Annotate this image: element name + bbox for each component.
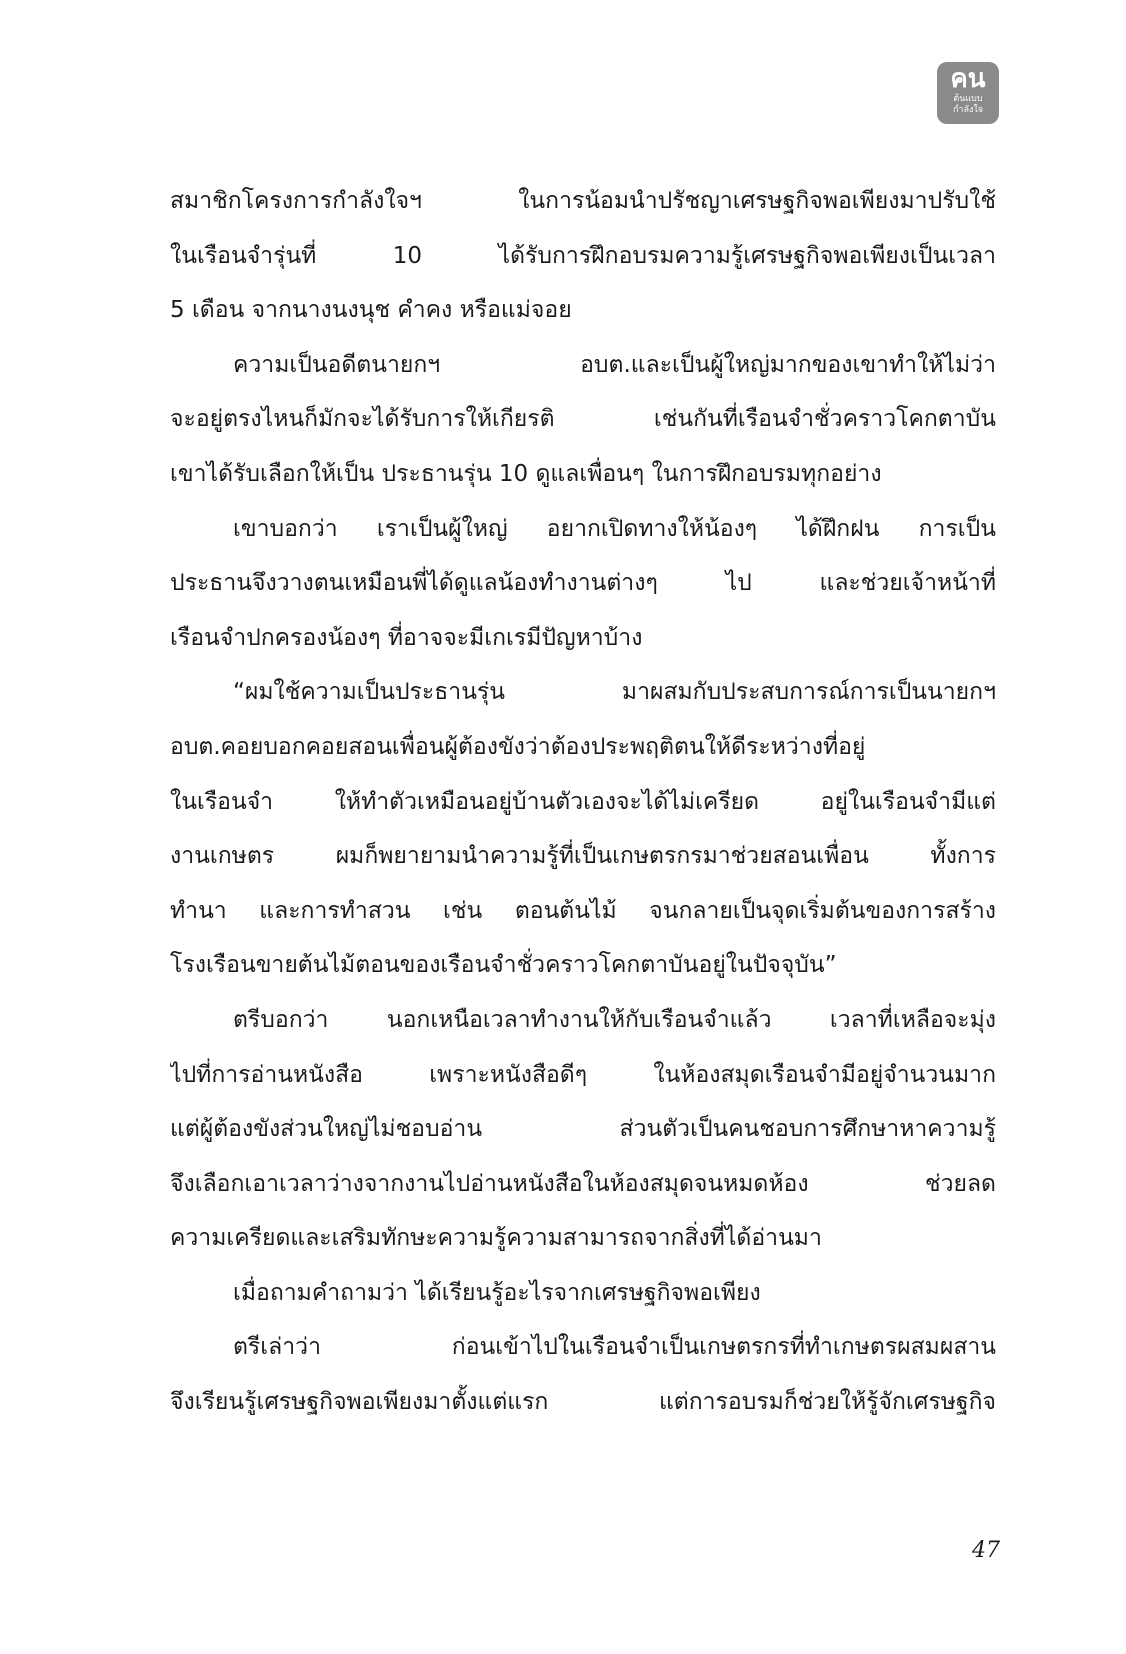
text-line: เรือนจำปกครองน้องๆ ที่อาจจะมีเกเรมีปัญหาบ้าง xyxy=(170,624,643,651)
text-line: อบต.คอยบอกคอยสอนเพื่อนผู้ต้องขังว่าต้องประพฤติตนให้ดีระหว่างที่อยู่ xyxy=(170,733,866,760)
book-series-logo xyxy=(937,62,999,124)
text-line: จะอยู่ตรงไหนก็มักจะได้รับการให้เกียรติ เช่นกันที่เรือนจำชั่วคราวโคกตาบัน xyxy=(170,406,996,433)
text-line: จึงเลือกเอาเวลาว่างจากงานไปอ่านหนังสือในห้องสมุดจนหมดห้อง ช่วยลด xyxy=(170,1170,996,1197)
logo-subtitle-line-1: ต้นแบบ xyxy=(953,94,983,104)
text-line: เขาบอกว่า เราเป็นผู้ใหญ่ อยากเปิดทางให้น้องๆ ได้ฝึกฝน การเป็น xyxy=(233,515,996,542)
text-line: ประธานจึงวางตนเหมือนพี่ได้ดูแลน้องทำงานต่างๆ ไป และช่วยเจ้าหน้าที่ xyxy=(170,570,996,597)
text-line: ตรีบอกว่า นอกเหนือเวลาทำงานให้กับเรือนจำแล้ว เวลาที่เหลือจะมุ่ง xyxy=(233,1006,996,1033)
text-line: จึงเรียนรู้เศรษฐกิจพอเพียงมาตั้งแต่แรก แต่การอบรมก็ช่วยให้รู้จักเศรษฐกิจ xyxy=(170,1389,996,1416)
text-line: เขาได้รับเลือกให้เป็น ประธานรุ่น 10 ดูแลเพื่อนๆ ในการฝึกอบรมทุกอย่าง xyxy=(170,460,882,487)
body-text xyxy=(170,174,996,1430)
text-line: 5 เดือน จากนางนงนุช คำคง หรือแม่จอย xyxy=(170,297,572,324)
text-line: ความเครียดและเสริมทักษะความรู้ความสามารถจากสิ่งที่ได้อ่านมา xyxy=(170,1225,822,1252)
logo-main-text: คน xyxy=(950,64,986,94)
page-number: 47 xyxy=(972,1538,1000,1563)
logo-subtitle-line-2: กำลังใจ xyxy=(952,105,984,115)
text-line: แต่ผู้ต้องขังส่วนใหญ่ไม่ชอบอ่าน ส่วนตัวเป็นคนชอบการศึกษาหาความรู้ xyxy=(170,1116,996,1143)
text-line: เมื่อถามคำถามว่า ได้เรียนรู้อะไรจากเศรษฐกิจพอเพียง xyxy=(233,1279,761,1306)
text-line: “ผมใช้ความเป็นประธานรุ่น มาผสมกับประสบการณ์การเป็นนายกฯ xyxy=(233,679,996,706)
text-line: โรงเรือนขายต้นไม้ตอนของเรือนจำชั่วคราวโคกตาบันอยู่ในปัจจุบัน” xyxy=(170,952,837,979)
text-line: ตรีเล่าว่า ก่อนเข้าไปในเรือนจำเป็นเกษตรกรที่ทำเกษตรผสมผสาน xyxy=(233,1334,996,1361)
text-line: ไปที่การอ่านหนังสือ เพราะหนังสือดีๆ ในห้องสมุดเรือนจำมีอยู่จำนวนมาก xyxy=(170,1061,996,1088)
text-line: ในเรือนจำรุ่นที่ 10 ได้รับการฝึกอบรมความรู้เศรษฐกิจพอเพียงเป็นเวลา xyxy=(170,242,996,269)
text-line: สมาชิกโครงการกำลังใจฯ ในการน้อมนำปรัชญาเศรษฐกิจพอเพียงมาปรับใช้ xyxy=(170,188,996,214)
text-line: ความเป็นอดีตนายกฯ อบต.และเป็นผู้ใหญ่มากของเขาทำให้ไม่ว่า xyxy=(233,351,996,378)
text-line: ในเรือนจำ ให้ทำตัวเหมือนอยู่บ้านตัวเองจะได้ไม่เครียด อยู่ในเรือนจำมีแต่ xyxy=(170,788,996,815)
text-line: ทำนา และการทำสวน เช่น ตอนต้นไม้ จนกลายเป็นจุดเริ่มต้นของการสร้าง xyxy=(170,897,996,924)
text-line: งานเกษตร ผมก็พยายามนำความรู้ที่เป็นเกษตรกรมาช่วยสอนเพื่อน ทั้งการ xyxy=(170,843,996,870)
